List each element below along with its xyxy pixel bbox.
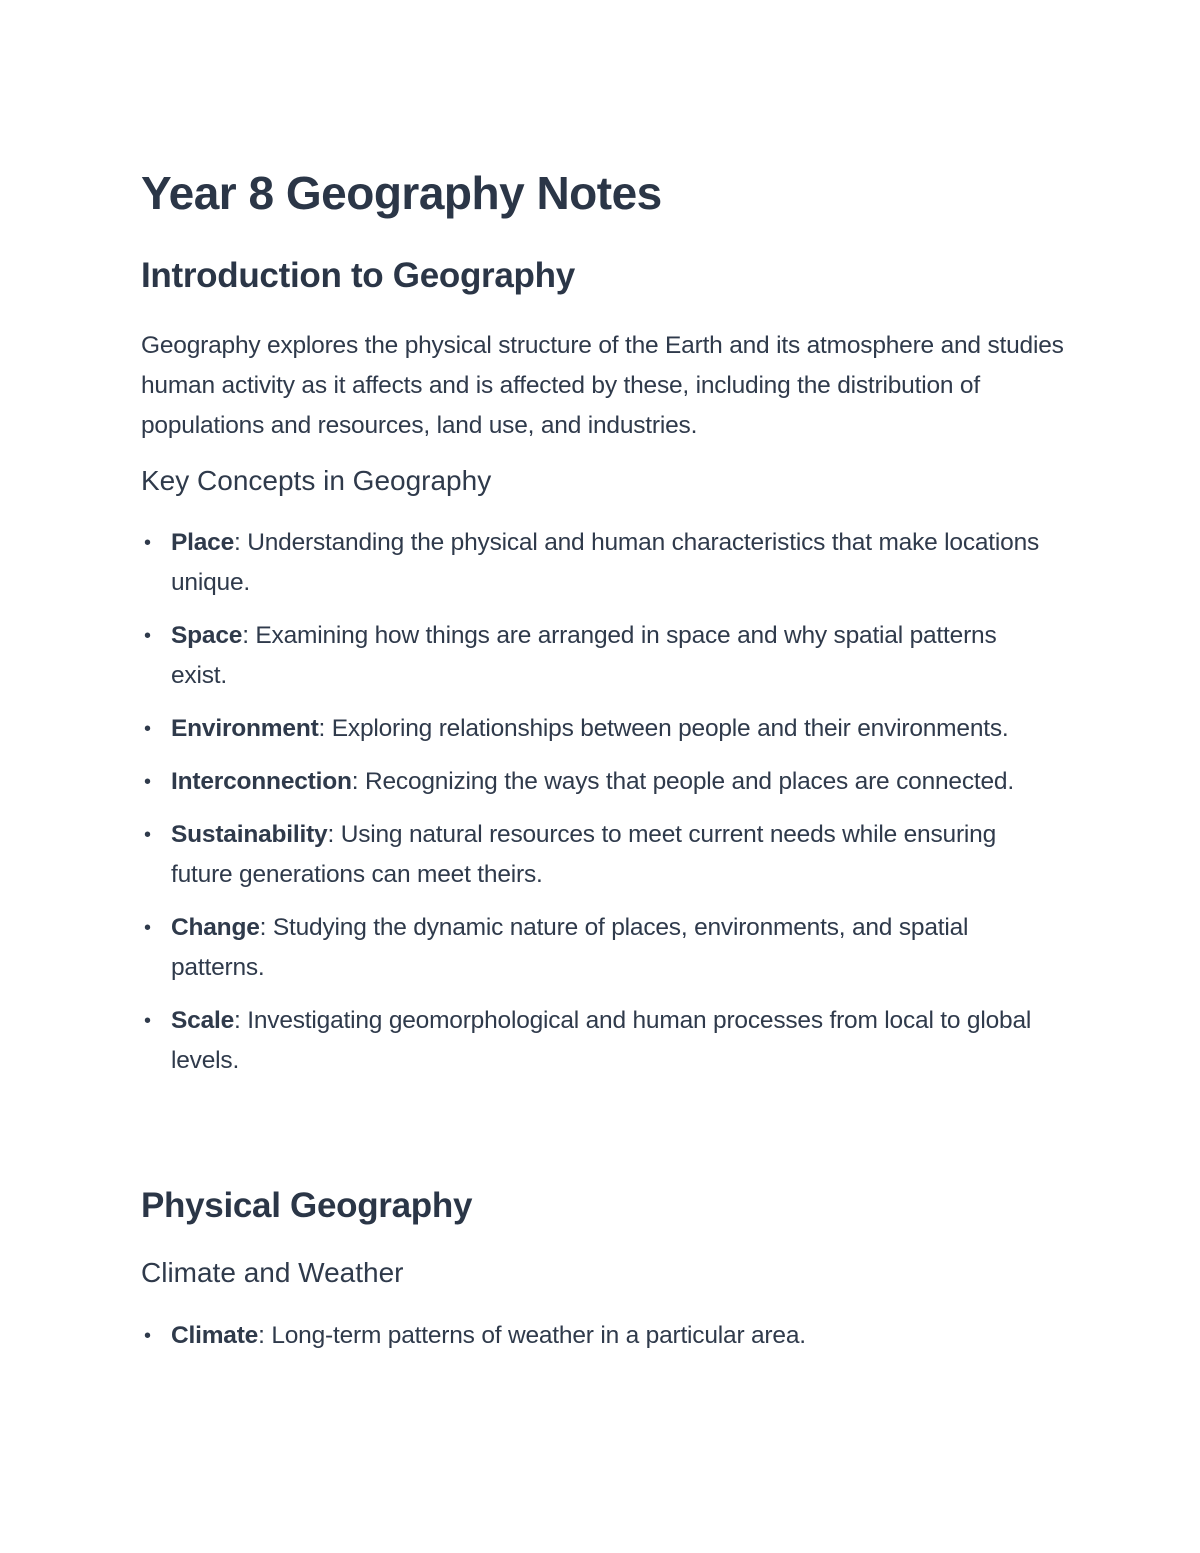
term-description: : Understanding the physical and human characteristics that make locations unique. bbox=[171, 529, 1040, 596]
document-title: Year 8 Geography Notes bbox=[141, 167, 662, 219]
term-label: Sustainability bbox=[171, 821, 328, 848]
term-label: Change bbox=[171, 914, 260, 941]
term-description: : Studying the dynamic nature of places, environments, and spatial patterns. bbox=[171, 914, 969, 981]
bullet-icon: • bbox=[144, 718, 151, 740]
bullet-icon: • bbox=[144, 917, 151, 939]
term-label: Scale bbox=[171, 1007, 235, 1034]
term-label: Interconnection bbox=[171, 768, 352, 795]
term-label: Place bbox=[171, 529, 235, 556]
term-label: Space bbox=[171, 622, 243, 649]
bullet-icon: • bbox=[144, 625, 151, 647]
term-label: Environment bbox=[171, 715, 319, 742]
list-item-change bbox=[141, 908, 1051, 988]
key-concepts-list bbox=[141, 523, 1071, 1094]
term-description: : Examining how things are arranged in space and why spatial patterns exist. bbox=[171, 622, 997, 689]
bullet-icon: • bbox=[144, 532, 151, 554]
bullet-icon: • bbox=[144, 1010, 151, 1032]
term-description: : Recognizing the ways that people and places are connected. bbox=[351, 768, 1014, 795]
section-heading-introduction: Introduction to Geography bbox=[141, 256, 575, 295]
section-heading-physical-geography: Physical Geography bbox=[141, 1186, 473, 1225]
list-item-sustainability bbox=[141, 815, 1051, 895]
list-item-environment bbox=[141, 709, 1051, 749]
list-item-climate bbox=[141, 1316, 1051, 1356]
subheading-key-concepts: Key Concepts in Geography bbox=[141, 465, 492, 496]
list-item-space bbox=[141, 616, 1051, 696]
term-label: Climate bbox=[171, 1322, 259, 1349]
climate-list bbox=[141, 1316, 1071, 1369]
bullet-icon: • bbox=[144, 824, 151, 846]
list-item-scale bbox=[141, 1001, 1051, 1081]
term-description: : Investigating geomorphological and human processes from local to global levels. bbox=[171, 1007, 1032, 1074]
bullet-icon: • bbox=[144, 771, 151, 793]
term-description: : Long-term patterns of weather in a particular area. bbox=[258, 1322, 806, 1349]
term-description: : Using natural resources to meet current needs while ensuring future generations can meet theirs. bbox=[171, 821, 997, 888]
list-item-place bbox=[141, 523, 1051, 603]
intro-paragraph: Geography explores the physical structure of the Earth and its atmosphere and studies human activity as it affects and is affected by these, including the distribution of populations and resources, land use, and industries. bbox=[141, 332, 1064, 439]
term-description: : Exploring relationships between people and their environments. bbox=[318, 715, 1009, 742]
subheading-climate-weather: Climate and Weather bbox=[141, 1257, 404, 1288]
bullet-icon: • bbox=[144, 1325, 151, 1347]
list-item-interconnection bbox=[141, 762, 1051, 802]
